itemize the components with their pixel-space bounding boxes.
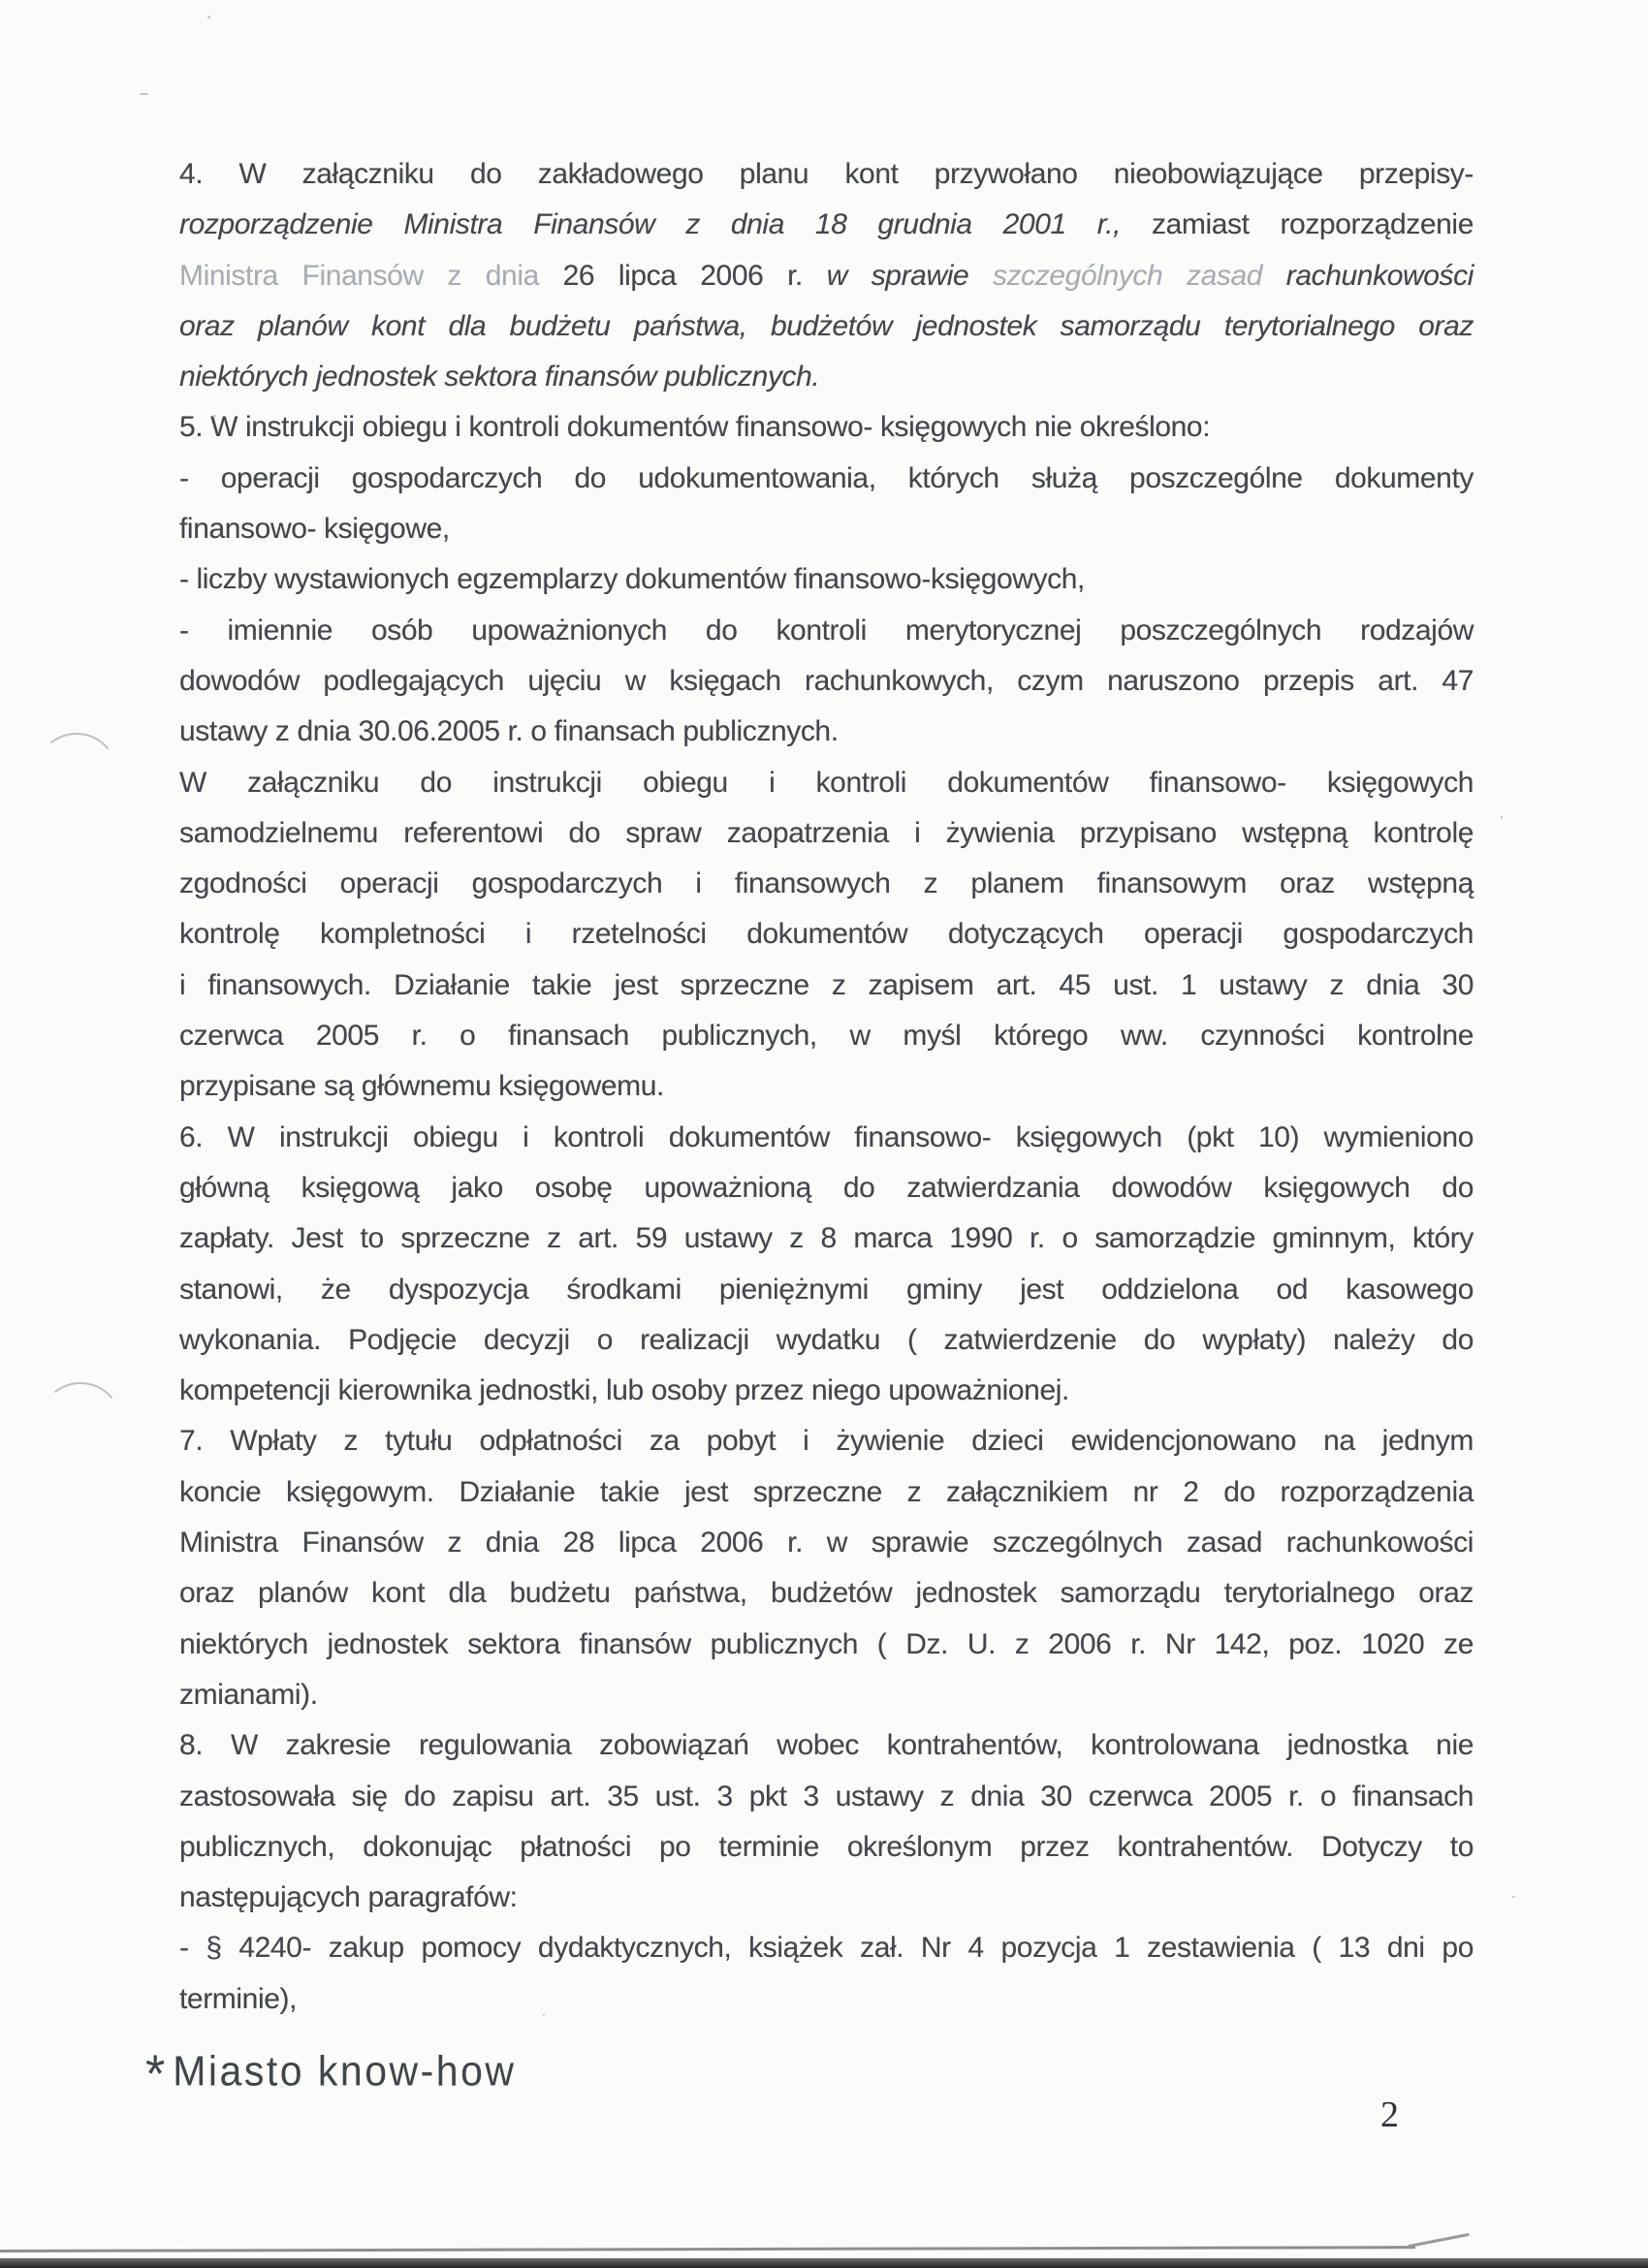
scan-speck xyxy=(1501,816,1503,819)
text-run: rachunkowości xyxy=(1285,259,1474,292)
text-run: kompetencji kierownika jednostki, lub osoby przez niego upoważnionej. xyxy=(179,1374,1069,1407)
miasto-know-how-logo xyxy=(145,2043,516,2105)
text-line xyxy=(179,1265,1474,1315)
text-run: 5. W instrukcji obiegu i kontroli dokumentów finansowo- księgowych nie określono: xyxy=(179,411,1211,444)
text-run: rozporządzenie Ministra Finansów z dnia 18 grudnia 2001 r., xyxy=(179,208,1152,241)
text-run: szczególnych zasad xyxy=(992,259,1286,292)
text-line xyxy=(179,1315,1474,1366)
text-run: zapłaty. Jest to sprzeczne z art. 59 ustawy z 8 marca 1990 r. o samorządzie gminnym, który xyxy=(179,1222,1474,1255)
text-line xyxy=(179,656,1474,707)
text-run: następujących paragrafów: xyxy=(179,1881,518,1914)
text-run: główną księgową jako osobę upoważnioną do zatwierdzania dowodów księgowych do xyxy=(179,1171,1474,1204)
text-run: koncie księgowym. Działanie takie jest sprzeczne z załącznikiem nr 2 do rozporządzenia xyxy=(179,1475,1474,1508)
text-line xyxy=(179,1366,1474,1416)
text-run: finansowo- księgowe, xyxy=(179,513,450,546)
text-run: Ministra Finansów z dnia xyxy=(179,259,563,292)
text-line xyxy=(179,961,1474,1011)
text-run: samodzielnemu referentowi do spraw zaopatrzenia i żywienia przypisano wstępną kontrolę xyxy=(179,816,1474,849)
text-line xyxy=(179,758,1474,808)
text-line xyxy=(179,251,1474,301)
text-line xyxy=(179,1061,1474,1112)
text-line xyxy=(179,1974,1474,2025)
text-run: zastosowała się do zapisu art. 35 ust. 3 pkt 3 ustawy z dnia 30 czerwca 2005 r. o finansach xyxy=(179,1780,1474,1812)
text-line xyxy=(179,504,1474,554)
text-run: - operacji gospodarczych do udokumentowania, których służą poszczególne dokumenty xyxy=(179,461,1474,494)
text-line xyxy=(179,1822,1474,1873)
text-run: wykonania. Podjęcie decyzji o realizacji wydatku ( zatwierdzenie do wypłaty) należy do xyxy=(179,1323,1474,1356)
text-run: przypisane są głównemu księgowemu. xyxy=(179,1070,664,1103)
text-run: oraz planów kont dla budżetu państwa, budżetów jednostek samorządu terytorialnego oraz xyxy=(179,309,1474,342)
logo-text: Miasto know-how xyxy=(173,2047,517,2095)
scan-speck xyxy=(207,16,210,18)
text-run: 6. W instrukcji obiegu i kontroli dokumentów finansowo- księgowych (pkt 10) wymieniono xyxy=(179,1120,1474,1153)
text-run: Ministra Finansów z dnia 28 lipca 2006 r. w sprawie szczególnych zasad rachunkowości xyxy=(179,1527,1474,1559)
text-run: publicznych, dokonując płatności po terminie określonym przez kontrahentów. Dotyczy to xyxy=(179,1830,1474,1863)
page-number: 2 xyxy=(1380,2095,1399,2135)
scan-arc-artifact xyxy=(31,729,123,821)
document-text xyxy=(179,149,1474,2025)
text-line xyxy=(179,301,1474,352)
text-line xyxy=(179,554,1474,605)
text-line xyxy=(179,1923,1474,1973)
text-line xyxy=(179,707,1474,757)
text-run: W załączniku do instrukcji obiegu i kontroli dokumentów finansowo- księgowych xyxy=(179,766,1474,799)
text-line xyxy=(179,1720,1474,1771)
text-run: w sprawie xyxy=(826,259,993,292)
text-line xyxy=(179,1213,1474,1264)
scan-arc-artifact xyxy=(35,1378,127,1470)
text-run: 4. W załączniku do zakładowego planu kont przywołano nieobowiązujące przepisy- xyxy=(179,158,1474,190)
text-line xyxy=(179,909,1474,960)
text-line xyxy=(179,1772,1474,1822)
text-run: niektórych jednostek sektora finansów publicznych ( Dz. U. z 2006 r. Nr 142, poz. 1020 ze xyxy=(179,1627,1474,1660)
text-line xyxy=(179,606,1474,656)
text-run: 26 lipca 2006 r. xyxy=(562,259,827,292)
text-run: 8. W zakresie regulowania zobowiązań wobec kontrahentów, kontrolowana jednostka nie xyxy=(179,1729,1474,1762)
text-line xyxy=(179,1467,1474,1518)
scan-speck xyxy=(140,93,148,95)
text-line xyxy=(179,1568,1474,1619)
text-run: kontrolę kompletności i rzetelności dokumentów dotyczących operacji gospodarczych xyxy=(179,918,1474,951)
text-run: dowodów podlegających ujęciu w księgach rachunkowych, czym naruszono przepis art. 47 xyxy=(179,664,1474,697)
text-line xyxy=(179,1163,1474,1213)
scan-edge-line-tip xyxy=(1408,2233,1469,2248)
text-line xyxy=(179,1113,1474,1163)
text-run: 7. Wpłaty z tytułu odpłatności za pobyt i żywienie dzieci ewidencjonowano na jednym xyxy=(179,1425,1474,1458)
text-run: czerwca 2005 r. o finansach publicznych, w myśl którego ww. czynności kontrolne xyxy=(179,1020,1474,1053)
text-run: i finansowych. Działanie takie jest sprzeczne z zapisem art. 45 ust. 1 ustawy z dnia 30 xyxy=(179,968,1474,1001)
scan-edge-line xyxy=(0,2246,1415,2252)
text-line xyxy=(179,1670,1474,1720)
text-run: zgodności operacji gospodarczych i finansowych z planem finansowym oraz wstępną xyxy=(179,867,1474,900)
scan-edge-band xyxy=(0,2258,1648,2268)
text-line xyxy=(179,352,1474,402)
text-run: niektórych jednostek sektora finansów publicznych. xyxy=(179,361,820,394)
text-line xyxy=(179,1873,1474,1923)
text-run: zamiast rozporządzenie xyxy=(1151,208,1474,241)
text-line xyxy=(179,1416,1474,1466)
text-run: zmianami). xyxy=(179,1678,318,1711)
text-line xyxy=(179,859,1474,909)
text-line xyxy=(179,149,1474,200)
text-line xyxy=(179,1011,1474,1061)
text-run: stanowi, że dyspozycja środkami pieniężnymi gminy jest oddzielona od kasowego xyxy=(179,1273,1474,1306)
text-line xyxy=(179,402,1474,453)
text-run: terminie), xyxy=(179,1982,298,2015)
text-line xyxy=(179,454,1474,504)
asterisk-logo-icon: * xyxy=(145,2044,166,2104)
text-run: - imiennie osób upoważnionych do kontroli merytorycznej poszczególnych rodzajów xyxy=(179,614,1474,646)
text-run: - liczby wystawionych egzemplarzy dokumentów finansowo-księgowych, xyxy=(179,563,1085,596)
text-run: ustawy z dnia 30.06.2005 r. o finansach publicznych. xyxy=(179,715,839,748)
text-run: - § 4240- zakup pomocy dydaktycznych, książek zał. Nr 4 pozycja 1 zestawienia ( 13 dni po xyxy=(179,1932,1474,1965)
text-line xyxy=(179,1518,1474,1568)
text-line xyxy=(179,808,1474,859)
text-line xyxy=(179,1620,1474,1670)
scan-speck xyxy=(1512,1896,1515,1898)
text-line xyxy=(179,200,1474,250)
text-run: oraz planów kont dla budżetu państwa, budżetów jednostek samorządu terytorialnego oraz xyxy=(179,1577,1474,1610)
